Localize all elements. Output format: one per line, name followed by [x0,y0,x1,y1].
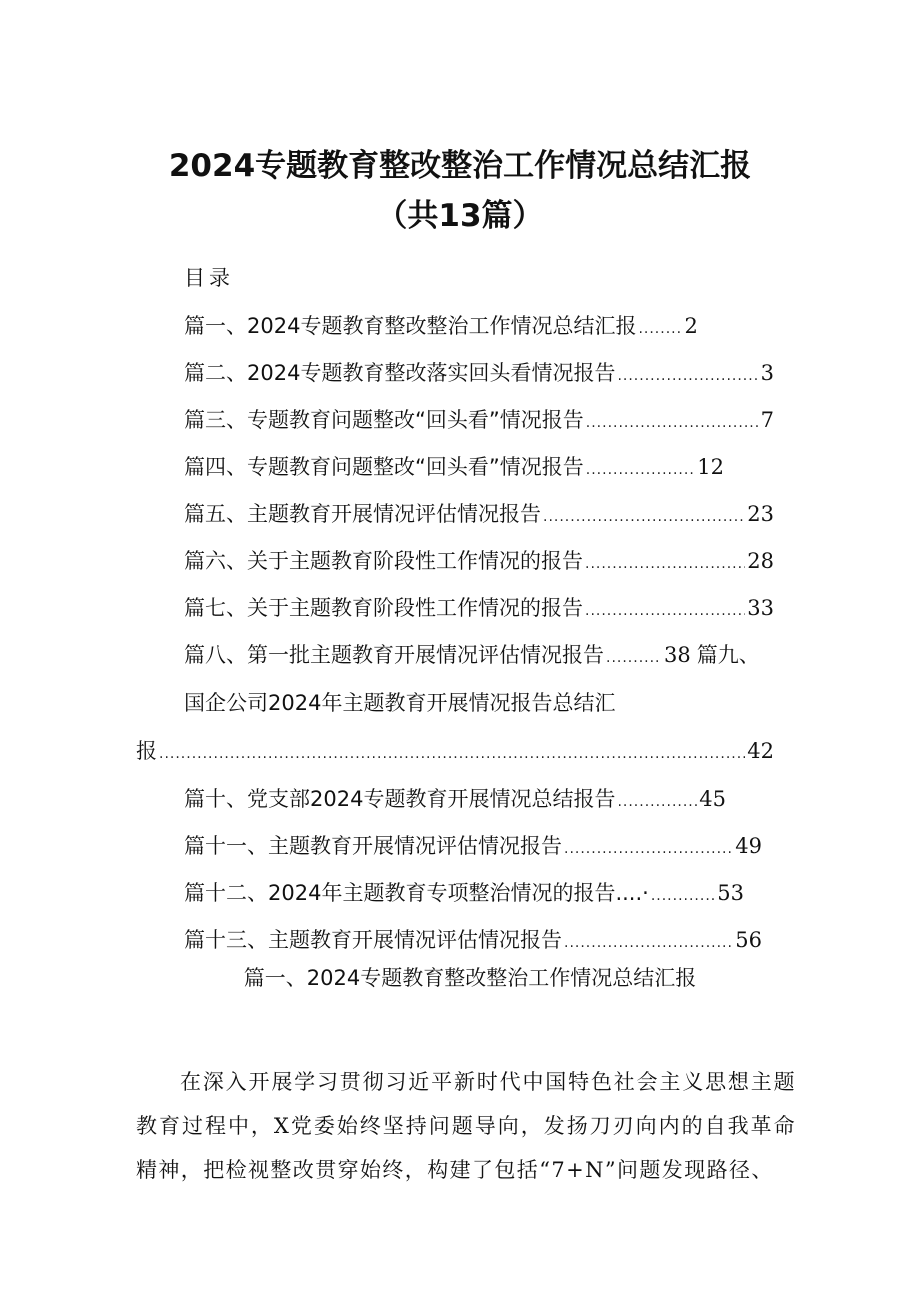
document-subtitle: （共13篇） [376,198,544,234]
toc-entry-trailing: 篇九、 [696,643,760,667]
toc-leader-dots [564,841,733,857]
toc-leader-dots [617,794,697,810]
toc-entry[interactable] [184,310,774,340]
toc-entry-page: 7 [760,408,774,432]
toc-entry-page: 45 [699,787,726,811]
toc-entry-label: 篇五、主题教育开展情况评估情况报告 [184,502,541,526]
document-title: 2024专题教育整改整治工作情况总结汇报 [168,148,752,184]
toc-entry-page: 3 [760,361,774,385]
toc-entry[interactable] [184,592,774,622]
toc-entry-label: 篇二、2024专题教育整改落实回头看情况报告 [184,361,616,385]
toc-entry-label: 篇十二、2024年主题教育专项整治情况的报告....· [184,881,649,905]
toc-leader-dots [586,462,696,478]
toc-leader-dots [585,603,745,619]
toc-entry[interactable] [184,357,774,387]
toc-entry[interactable] [184,451,724,481]
toc-leader-dots [617,368,758,384]
toc-entry-label: 篇四、专题教育问题整改“回头看”情况报告 [184,455,584,479]
toc-entry[interactable] [184,830,762,860]
toc-leader-dots [564,935,733,951]
body-paragraph: 在深入开展学习贯彻习近平新时代中国特色社会主义思想主题教育过程中，X党委始终坚持问题导向，发扬刀刃向内的自我革命精神，把检视整改贯穿始终，构建了包括“7+N”问题发现路径、 [136,1070,796,1182]
toc-leader-dots [159,746,745,762]
toc-entry[interactable] [184,877,744,907]
toc-entry-page: 12 [697,455,724,479]
toc-entry-page: 28 [747,549,774,573]
toc-leader-dots [651,888,715,904]
toc-entry-label: 篇八、第一批主题教育开展情况评估情况报告 [184,643,604,667]
toc-entry-page: 33 [747,596,774,620]
toc-entry-page: 38 [664,643,691,667]
toc-entry-label: 篇六、关于主题教育阶段性工作情况的报告 [184,549,583,573]
toc-leader-dots [638,321,682,337]
toc-entry-continued: 国企公司2024年主题教育开展情况报告总结汇 [184,691,616,715]
toc-entry[interactable] [136,735,774,765]
toc-leader-dots [585,556,745,572]
toc-entry-label: 篇一、2024专题教育整改整治工作情况总结汇报 [184,314,637,338]
toc-entry[interactable] [184,404,774,434]
toc-entry-page: 56 [735,928,762,952]
toc-entry-label: 篇七、关于主题教育阶段性工作情况的报告 [184,596,583,620]
toc-entry-label: 篇十一、主题教育开展情况评估情况报告 [184,834,562,858]
toc-entry[interactable] [184,639,824,669]
toc-entry-page: 42 [747,739,774,763]
toc-heading: 目录 [184,266,234,290]
toc-leader-dots [586,415,759,431]
section-title: 篇一、2024专题教育整改整治工作情况总结汇报 [243,966,697,990]
toc-leader-dots [543,509,745,525]
toc-entry[interactable] [184,783,726,813]
toc-entry[interactable] [184,498,774,528]
toc-entry-label: 篇十三、主题教育开展情况评估情况报告 [184,928,562,952]
toc-entry[interactable] [184,545,774,575]
toc-entry-page: 2 [684,314,698,338]
toc-entry-page: 53 [717,881,744,905]
toc-entry[interactable] [184,924,762,954]
toc-entry-label: 篇十、党支部2024专题教育开展情况总结报告 [184,787,616,811]
toc-entry-label: 篇三、专题教育问题整改“回头看”情况报告 [184,408,584,432]
toc-entry-label: 报 [136,739,157,763]
toc-entry-page: 49 [735,834,762,858]
toc-leader-dots [606,650,662,666]
toc-entry-page: 23 [747,502,774,526]
